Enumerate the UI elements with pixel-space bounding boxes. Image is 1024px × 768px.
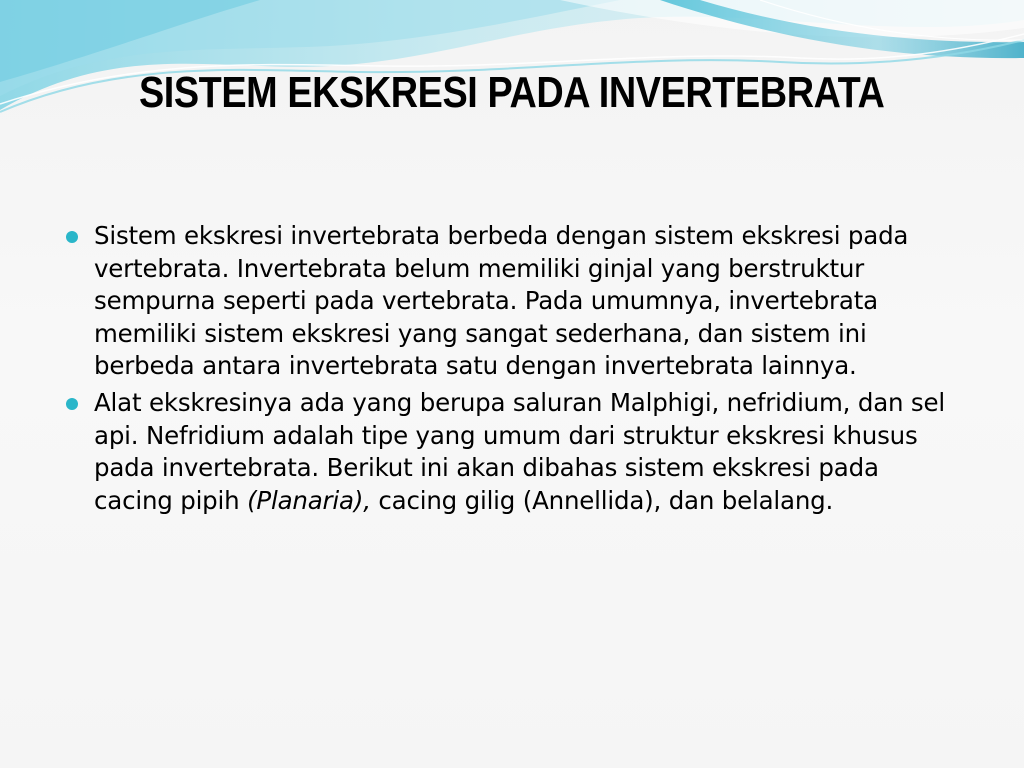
list-item-text-part: cacing gilig (Annellida), dan belalang. xyxy=(370,485,834,515)
italic-species-name: (Planaria), xyxy=(247,485,371,515)
page-title: SISTEM EKSKRESI PADA INVERTEBRATA xyxy=(138,68,885,117)
bullet-dot-icon xyxy=(66,231,78,243)
list-item xyxy=(64,220,964,383)
bullet-list xyxy=(64,220,964,521)
list-item-text xyxy=(94,388,945,515)
list-item-text: Sistem ekskresi invertebrata berbeda dengan sistem ekskresi pada vertebrata. Invertebrata belum memiliki ginjal yang berstruktur sempurna seperti pada vertebrata. Pada umumnya, invertebrata memiliki sistem ekskresi yang sangat sederhana, dan sistem ini berbeda antara invertebrata satu dengan invertebrata lainnya. xyxy=(94,221,909,381)
list-item xyxy=(64,387,964,517)
list-item-text-part: Alat ekskresinya ada yang berupa saluran Malphigi, nefridium, dan sel api. Nefridium adalah tipe yang umum dari struktur ekskresi khusus pada invertebrata. Berikut ini akan dibahas sistem ekskresi pada cacing pipih xyxy=(94,387,945,515)
bullet-dot-icon xyxy=(66,398,78,410)
